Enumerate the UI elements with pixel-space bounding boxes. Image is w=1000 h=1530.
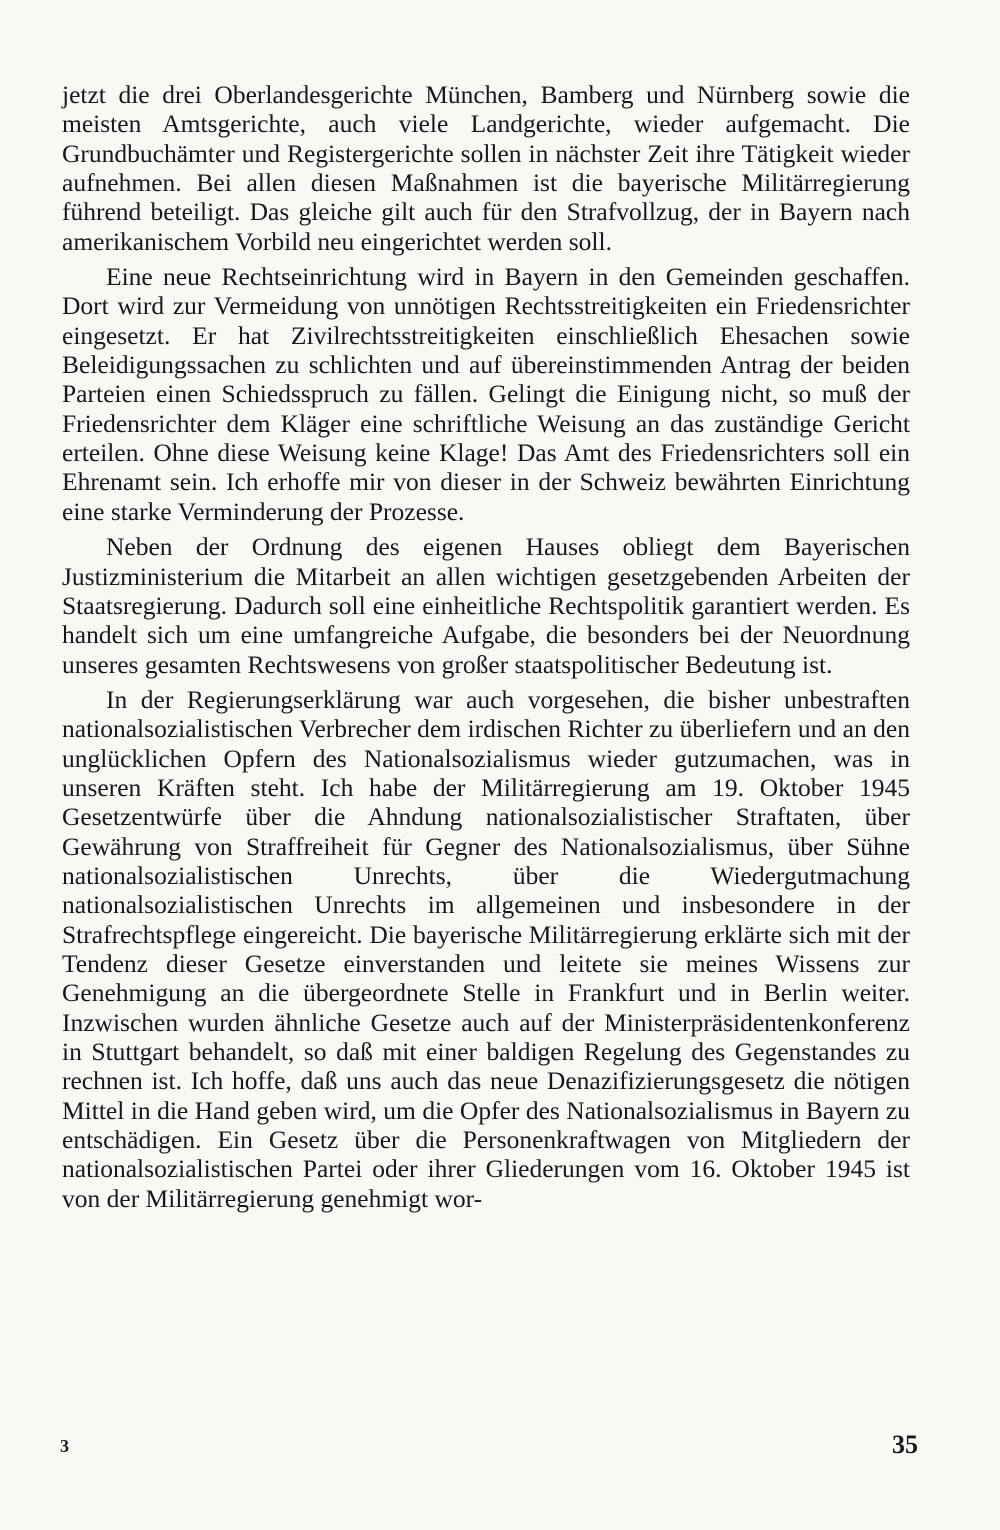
page-number: 35 <box>892 1430 918 1459</box>
signature-mark: 3 <box>60 1436 69 1456</box>
body-text <box>62 80 910 1219</box>
paragraph-1: jetzt die drei Oberlandesgerichte München, Bamberg und Nürnberg sowie die meisten Amtsgerichte, auch viele Landgerichte, wieder aufgemacht. Die Grundbuchämter und Registergerichte sollen in nächster Zeit ihre Tätigkeit wieder aufnehmen. Bei allen diesen Maßnahmen ist die bayerische Militärregierung führend beteiligt. Das gleiche gilt auch für den Strafvollzug, der in Bayern nach amerikanischem Vorbild neu eingerichtet werden soll. <box>62 80 910 256</box>
paragraph-4: In der Regierungserklärung war auch vorgesehen, die bisher unbestraften nationalsozialistischen Verbrecher dem irdischen Richter zu überliefern und an den unglücklichen Opfern des Nationalsozialismus wieder gutzumachen, was in unseren Kräften steht. Ich habe der Militärregierung am 19. Oktober 1945 Gesetzentwürfe über die Ahndung nationalsozialistischer Straftaten, über Gewährung von Straffreiheit für Gegner des Nationalsozialismus, über Sühne nationalsozialistischen Unrechts, über die Wiedergutmachung nationalsozialistischen Unrechts im allgemeinen und insbesondere in der Strafrechtspflege eingereicht. Die bayerische Militärregierung erklärte sich mit der Tendenz dieser Gesetze einverstanden und leitete sie meines Wissens zur Genehmigung an die übergeordnete Stelle in Frankfurt und in Berlin weiter. Inzwischen wurden ähnliche Gesetze auch auf der Ministerpräsidentenkonferenz in Stuttgart behandelt, so daß mit einer baldigen Regelung des Gegenstandes zu rechnen ist. Ich hoffe, daß uns auch das neue Denazifizierungsgesetz die nötigen Mittel in die Hand geben wird, um die Opfer des Nationalsozialismus in Bayern zu entschädigen. Ein Gesetz über die Personenkraftwagen von Mitgliedern der nationalsozialistischen Partei oder ihrer Gliederungen vom 16. Oktober 1945 ist von der Militärregierung genehmigt wor- <box>62 684 910 1213</box>
paragraph-2: Eine neue Rechtseinrichtung wird in Bayern in den Gemeinden geschaffen. Dort wird zur Vermeidung von unnötigen Rechtsstreitigkeiten ein Friedensrichter eingesetzt. Er hat Zivilrechtsstreitigkeiten einschließlich Ehesachen sowie Beleidigungssachen zu schlichten und auf übereinstimmenden Antrag der beiden Parteien einen Schiedsspruch zu fällen. Gelingt die Einigung nicht, so muß der Friedensrichter dem Kläger eine schriftliche Weisung an das zuständige Gericht erteilen. Ohne diese Weisung keine Klage! Das Amt des Friedensrichters soll ein Ehrenamt sein. Ich erhoffe mir von dieser in der Schweiz bewährten Einrichtung eine starke Verminderung der Prozesse. <box>62 262 910 526</box>
paragraph-3: Neben der Ordnung des eigenen Hauses obliegt dem Bayerischen Justizministerium die Mitarbeit an allen wichtigen gesetzgebenden Arbeiten der Staatsregierung. Dadurch soll eine einheitliche Rechtspolitik garantiert werden. Es handelt sich um eine umfangreiche Aufgabe, die besonders bei der Neuordnung unseres gesamten Rechtswesens von großer staatspolitischer Bedeutung ist. <box>62 532 910 679</box>
